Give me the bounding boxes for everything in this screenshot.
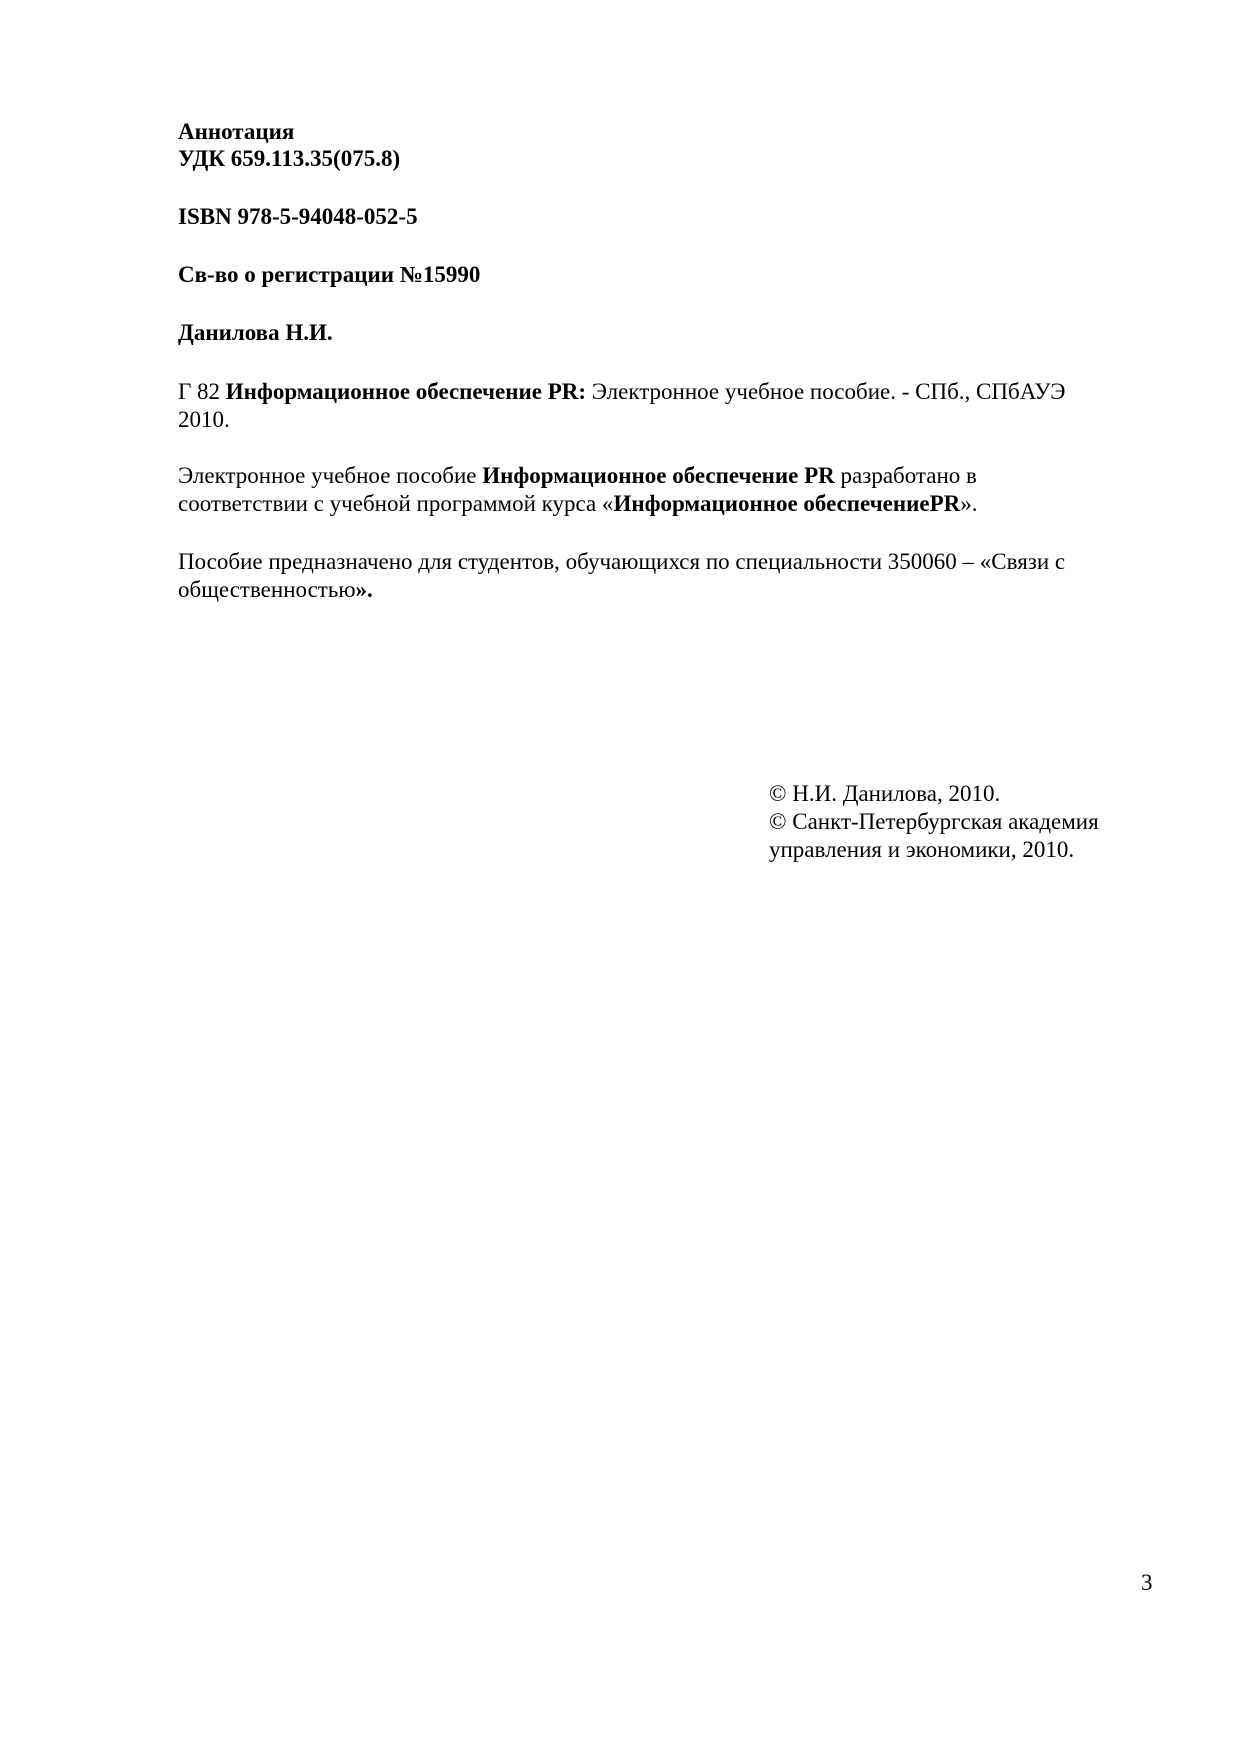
purpose-specialty: общественностью	[178, 577, 356, 602]
udk-code: УДК 659.113.35(075.8)	[178, 146, 401, 171]
copyright-academy: © Санкт-Петербургская академия	[769, 809, 1099, 834]
annotation-heading: Аннотация	[178, 119, 295, 144]
description-course: Информационное обеспечениеPR	[613, 491, 961, 516]
author-name: Данилова Н.И.	[178, 320, 333, 345]
purpose-line-1: Пособие предназначено для студентов, обучающихся по специальности 350060 – «Связи с	[178, 549, 1066, 574]
purpose-paragraph	[178, 548, 1148, 604]
citation-line-1	[178, 378, 1148, 406]
citation-line-2: 2010.	[178, 407, 230, 432]
purpose-line-2	[178, 576, 1148, 604]
description-part-4: ».	[960, 491, 978, 516]
citation-rest: Электронное учебное пособие. - СПб., СПбАУЭ	[586, 379, 1066, 404]
description-title: Информационное обеспечение PR	[482, 463, 835, 488]
isbn: ISBN 978-5-94048-052-5	[178, 204, 418, 229]
copyright-author: © Н.И. Данилова, 2010.	[769, 781, 1001, 806]
description-part-3: соответствии с учебной программой курса «	[178, 491, 614, 516]
citation-title: Информационное обеспечение PR:	[225, 379, 587, 404]
registration-number: Св-во о регистрации №15990	[178, 262, 481, 287]
page-number: 3	[1141, 1570, 1153, 1595]
description-line-2	[178, 490, 1148, 518]
citation-code: Г 82	[178, 379, 226, 404]
purpose-end: ».	[355, 577, 373, 602]
description-paragraph	[178, 462, 1148, 518]
description-part-1: Электронное учебное пособие	[178, 463, 483, 488]
description-line-1	[178, 462, 1148, 490]
description-part-2: разработано в	[834, 463, 977, 488]
copyright-academy-cont: управления и экономики, 2010.	[769, 837, 1075, 862]
citation-paragraph	[178, 378, 1148, 434]
copyright-block	[769, 780, 1099, 864]
